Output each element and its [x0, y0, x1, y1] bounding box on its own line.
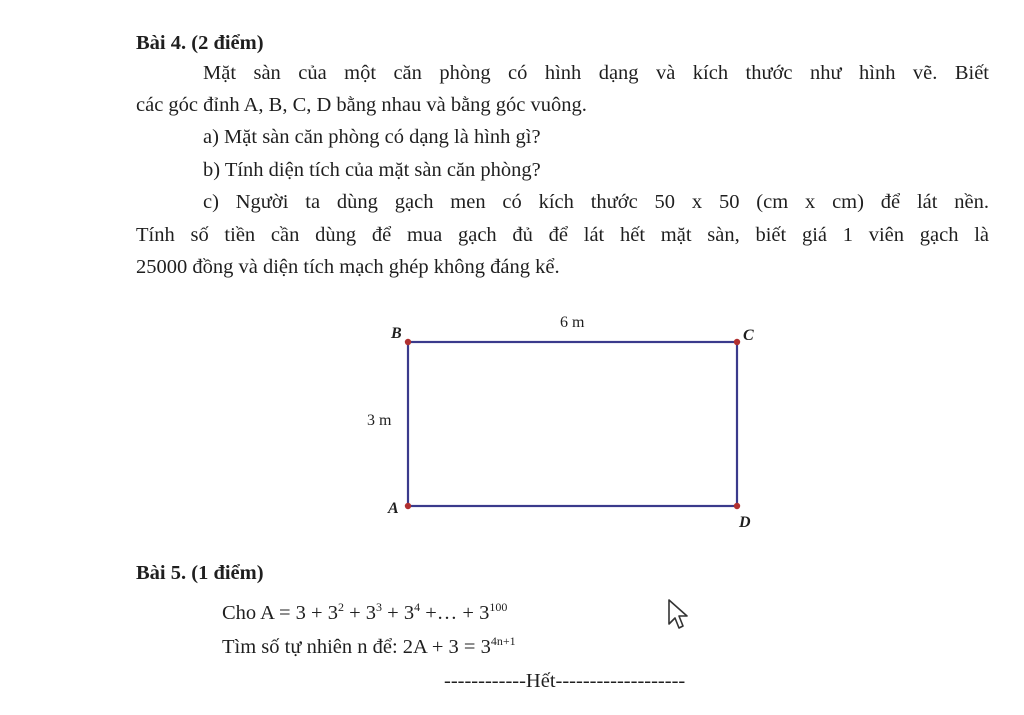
equation-part-1: Cho A = 3 + 3: [222, 602, 338, 624]
bai5-equation-line: [222, 600, 507, 626]
vertex-d: [734, 503, 740, 509]
bai4-intro-line1: Mặt sàn của một căn phòng có hình dạng và kích thước như hình vẽ. Biết: [203, 62, 989, 84]
equation-part-4: +… + 3: [420, 602, 490, 624]
bai4-question-a: a) Mặt sàn căn phòng có dạng là hình gì?: [203, 126, 541, 148]
exponent-3: 3: [376, 600, 383, 614]
vertex-a: [405, 503, 411, 509]
equation-part-3: + 3: [382, 602, 415, 624]
label-a: A: [388, 500, 399, 517]
label-d: D: [739, 514, 751, 531]
bai4-question-b: b) Tính diện tích của mặt sàn căn phòng?: [203, 159, 541, 181]
equation-part-2: + 3: [343, 602, 377, 624]
width-label: 3 m: [367, 412, 392, 429]
bai4-intro-line2: các góc đỉnh A, B, C, D bằng nhau và bằng góc vuông.: [136, 94, 587, 116]
label-b: B: [391, 325, 402, 342]
vertex-c: [734, 339, 740, 345]
rectangle-abcd: [408, 342, 737, 506]
bai4-title: Bài 4. (2 điểm): [136, 32, 264, 54]
bai5-title: Bài 5. (1 điểm): [136, 562, 264, 584]
exponent-4n-plus-1: 4n+1: [490, 634, 516, 648]
find-n-text: Tìm số tự nhiên n để: 2A + 3 = 3: [222, 636, 491, 658]
bai4-question-c-line3: 25000 đồng và diện tích mạch ghép không đáng kể.: [136, 256, 560, 278]
vertex-b: [405, 339, 411, 345]
mouse-pointer-icon: [666, 598, 692, 632]
exponent-2: 2: [337, 600, 344, 614]
exponent-4: 4: [414, 600, 421, 614]
rectangle-figure: [355, 305, 775, 535]
bai4-question-c-line2: Tính số tiền cần dùng để mua gạch đủ để lát hết mặt sàn, biết giá 1 viên gạch là: [136, 224, 989, 246]
bai5-find-n-line: [222, 634, 516, 660]
label-c: C: [743, 327, 754, 344]
length-label: 6 m: [560, 314, 585, 331]
end-marker: ------------Hết-------------------: [444, 670, 686, 692]
bai4-question-c-line1: c) Người ta dùng gạch men có kích thước 50 x 50 (cm x cm) để lát nền.: [203, 191, 989, 213]
exponent-100: 100: [489, 600, 508, 614]
